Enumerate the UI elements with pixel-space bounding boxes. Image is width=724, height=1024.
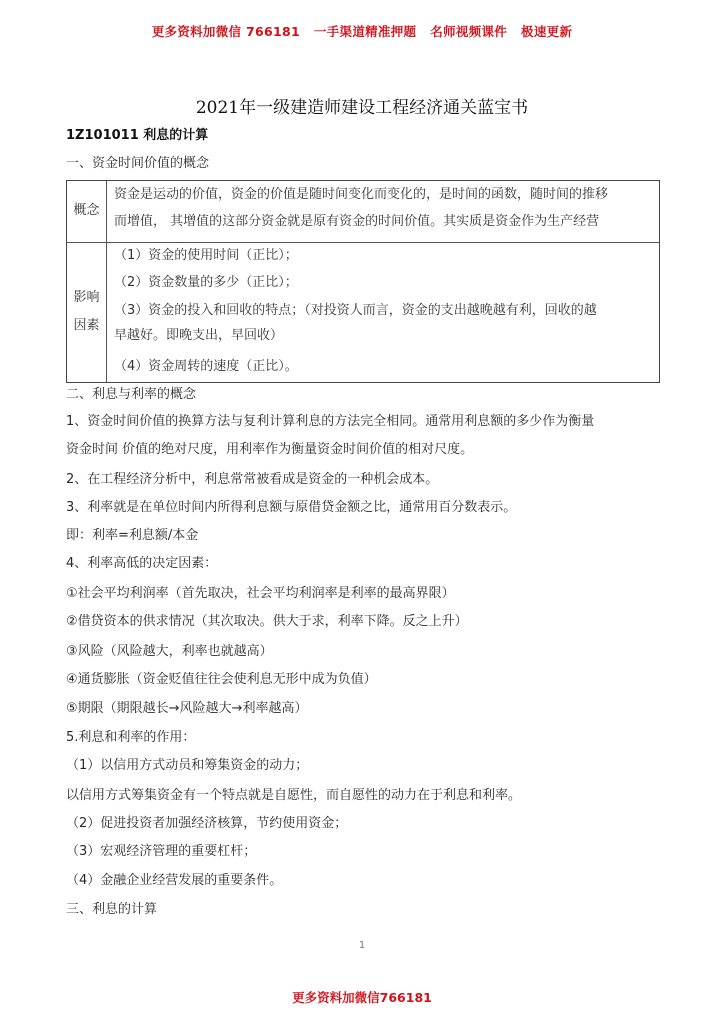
heading-time-value: 一、资金时间价值的概念 <box>66 156 210 171</box>
list-item: ②借贷资本的供求情况（其次取决。供大于求，利率下降。反之上升） <box>66 614 468 629</box>
heading-interest-rate: 二、利息与利率的概念 <box>66 387 197 402</box>
list-item: ④通货膨胀（资金贬值往往会使利息无形中成为负值） <box>66 672 377 687</box>
table-cell-line: （2）资金数量的多少（正比）； <box>114 275 298 290</box>
table-row-divider <box>67 242 659 243</box>
table-row-label-factors: 因素 <box>73 318 100 333</box>
body-line: 资金时间 价值的绝对尺度，用利率作为衡量资金时间价值的相对尺度。 <box>66 442 474 457</box>
table-row-label-factors: 影响 <box>73 290 100 305</box>
body-line: 即：利率=利息额/本金 <box>66 528 199 543</box>
body-line: 3、利率就是在单位时间内所得利息额与原借贷金额之比，通常用百分数表示。 <box>66 500 517 515</box>
body-line: 5.利息和利率的作用： <box>66 730 196 745</box>
document-title: 2021年一级建造师建设工程经济通关蓝宝书 <box>195 98 529 118</box>
body-line: 2、在工程经济分析中，利息常常被看成是资金的一种机会成本。 <box>66 472 439 487</box>
list-item: （1）以信用方式动员和筹集资金的动力； <box>66 758 309 773</box>
table-cell-line: （4）资金周转的速度（正比）。 <box>114 359 298 374</box>
body-line: 1、资金时间价值的换算方法与复利计算利息的方法完全相同。通常用利息额的多少作为衡量 <box>66 414 595 429</box>
table-cell-line: 早越好。即晚支出，早回收） <box>114 328 284 343</box>
header-promo-banner: 更多资料加微信 766181 一手渠道精准押题 名师视频课件 极速更新 <box>151 24 573 39</box>
footer-promo-banner: 更多资料加微信766181 <box>292 990 432 1005</box>
table-cell-line: 资金是运动的价值，资金的价值是随时间变化而变化的，是时间的函数，随时间的推移 <box>114 187 609 202</box>
table-cell-line: （1）资金的使用时间（正比）； <box>114 248 298 263</box>
table-cell-line: 而增值， 其增值的这部分资金就是原有资金的时间价值。其实质是资金作为生产经营 <box>114 214 600 229</box>
list-item: （3）宏观经济管理的重要杠杆； <box>66 844 257 859</box>
list-item: ①社会平均利润率（首先取决，社会平均利润率是利率的最高界限） <box>66 586 455 601</box>
concept-table <box>66 180 660 383</box>
body-line: 4、利率高低的决定因素： <box>66 556 218 571</box>
list-item: （4）金融企业经营发展的重要条件。 <box>66 873 283 888</box>
list-item: ③风险（风险越大，利率也就越高） <box>66 644 273 659</box>
body-line: 以信用方式筹集资金有一个特点就是自愿性，而自愿性的动力在于利息和利率。 <box>66 788 522 803</box>
heading-interest-calc: 三、利息的计算 <box>66 902 158 917</box>
list-item: （2）促进投资者加强经济核算，节约使用资金； <box>66 816 348 831</box>
table-cell-line: （3）资金的投入和回收的特点；（对投资人而言，资金的支出越晚越有利，回收的越 <box>114 303 597 318</box>
page-number: 1 <box>358 940 366 951</box>
table-column-divider <box>106 181 107 382</box>
table-row-label-concept: 概念 <box>73 203 100 218</box>
section-code: 1Z101011 利息的计算 <box>66 128 209 143</box>
list-item: ⑤期限（期限越长→风险越大→利率越高） <box>66 701 308 716</box>
